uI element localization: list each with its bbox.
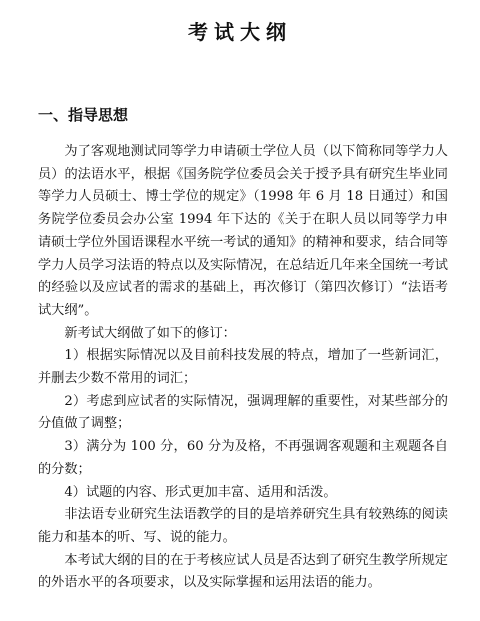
section-heading: 一、指导思想 (38, 106, 129, 124)
paragraph-purpose: 为了客观地测试同等学力申请硕士学位人员（以下简称同等学力人员）的法语水平，根据《国务院学位委员会关于授予具有研究生毕业同等学力人员硕士、博士学位的规定》（1998 年 6 月 18 日通过）和国务院学位委员会办公室 1994 年下达的《关于在职人员以同等学力申请硕士学位外国语课程水平统一考试的通知》的精神和要求，结合同等学力人员学习法语的特点以及实际情况，在总结近几年来全国统一考试的经验以及应试者的需求的基础上，再次修订（第四次修订）“法语考试大纲”。 (38, 144, 448, 318)
paragraph-revision-3: 3）满分为 100 分，60 分为及格，不再强调客观题和主观题各自的分数； (38, 439, 448, 477)
paragraph-teaching-goal: 非法语专业研究生法语教学的目的是培养研究生具有较熟练的阅读能力和基本的听、写、说的能力。 (38, 507, 448, 545)
paragraph-exam-goal: 本考试大纲的目的在于考核应试人员是否达到了研究生教学所规定的外语水平的各项要求，以及实际掌握和运用法语的能力。 (38, 552, 448, 591)
paragraph-revision-2: 2）考虑到应试者的实际情况，强调理解的重要性，对某些部分的分值做了调整； (38, 393, 448, 432)
paragraph-revision-intro: 新考试大纲做了如下的修订： (64, 325, 236, 341)
paragraph-revision-1: 1）根据实际情况以及目前科技发展的特点，增加了一些新词汇，并删去少数不常用的词汇； (38, 348, 448, 387)
page-title: 考试大纲 (188, 20, 292, 44)
paragraph-revision-4: 4）试题的内容、形式更加丰富、适用和活泼。 (64, 484, 337, 500)
section-body (38, 141, 448, 595)
